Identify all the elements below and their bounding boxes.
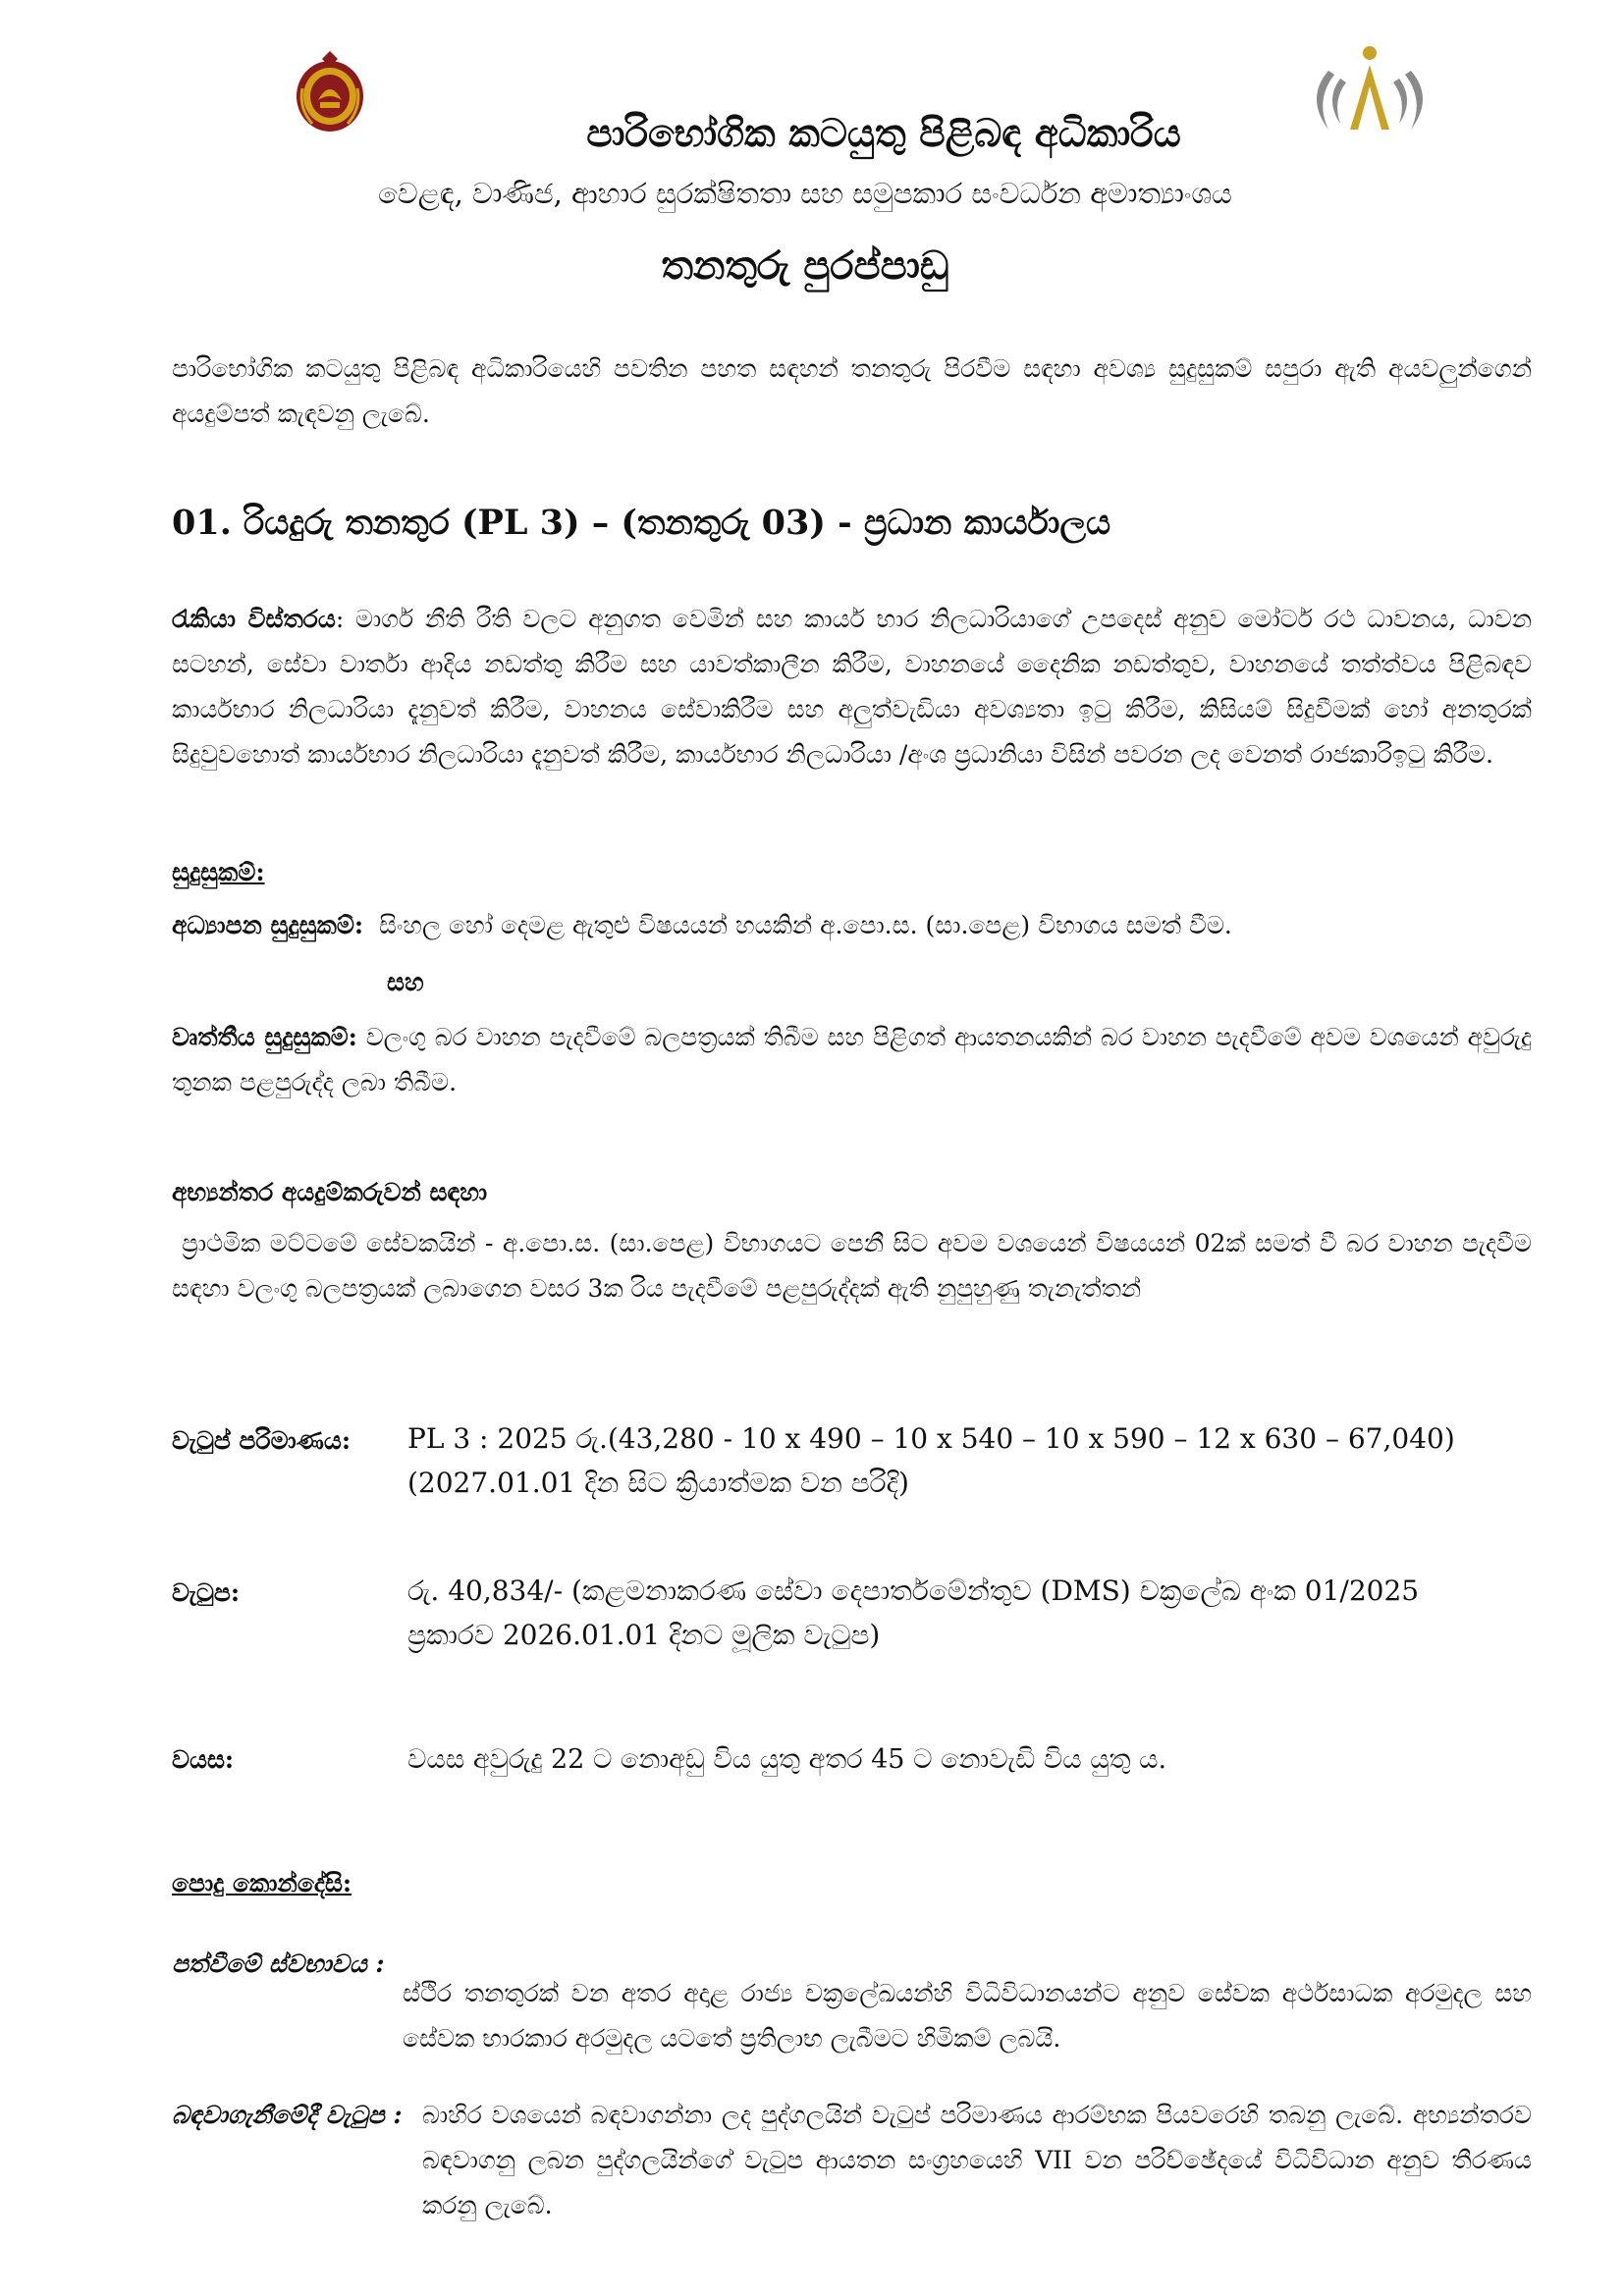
salary-label: වැටුප: <box>172 1578 241 1607</box>
duties-label: රැකියා විස්තරය <box>172 605 336 633</box>
professional-label: වෘත්තීය සුදුසුකම්: <box>172 1023 357 1051</box>
appointment-nature-text: ස්ථිර තනතුරක් වන අතර අදාළ රාජ්‍ය චක්‍රලේඛයන්හි විධිවිධානයන්ට අනුව සේවක අර්ථසාධක අරමුදල සහ සේවක භාරකාර අරමුදල යටතේ ප්‍රතිලාභ ලැබීමට හිමිකම් ලබයි. <box>403 1979 1532 2053</box>
education-text: සිංහල හෝ දෙමළ ඇතුළු විෂයයන් හයකින් අ.පො.ස. (සා.පෙළ) විභාගය සමත් වීම. <box>378 911 1232 939</box>
professional-text: වලංගු බර වාහන පැදවීමේ බලපත්‍රයක් තිබීම සහ පිළිගත් ආයතනයකින් බර වාහන පැදවීමේ අවම වශයෙන් අවුරුදු තුනක පළපුරුද්ද ලබා තිබීම. <box>172 1023 1532 1096</box>
salary-line1: රු. 40,834/- (කළමනාකරණ සේවා දෙපාර්තමේන්තුව (DMS) චක්‍රලේඛ අංක 01/2025 <box>407 1575 1420 1607</box>
intro-paragraph: පාරිභෝගික කටයුතු පිළිබඳ අධිකාරියෙහි පවතින පහත සඳහන් තනතුරු පිරවීම සඳහා අවශ්‍ය සුදුසුකම් සපුරා ඇති අයවලුන්ගෙන් අයදුම්පත් කැඳවනු ලැබේ. <box>172 354 1532 428</box>
salary-scale-line2: (2027.01.01 දින සිට ක්‍රියාත්මක වන පරිදි) <box>407 1467 909 1499</box>
ministry-name: වෙළඳ, වාණිජ, ආහාර සුරක්ෂිතතා සහ සමුපකාර සංවර්ධන අමාත්‍යාංශය <box>378 177 1232 210</box>
duties-text: : මාර්ග නීති රීති වලට අනුගත වෙමින් සහ කාර්ය භාර නිලධාරියාගේ උපදෙස් අනුව මෝටර් රථ ධාවනය, ධාවන සටහන්, සේවා වාර්තා ආදිය නඩත්තු කිරීම සහ යාවත්කාලීන කිරීම, වාහනයේ දෛනික නඩත්තුව, වාහනයේ තත්ත්වය පිළිබඳව කාර්යභාර නිලධාරියා දැනුවත් කිරීම, වාහනය සේවාකිරීම සහ අලුත්වැඩියා අවශ්‍යතා ඉටු කිරීම, කිසියම් සිදුවීමක් හෝ අනතුරක් සිදුවුවහොත් කාර්යභාර නිලධාරියා දැනුවත් කිරීම, කාර්යභාර නිලධාරියා /අංශ ප්‍රධානියා විසින් පවරන ලද වෙනත් රාජකාරිඉටු කිරීම. <box>172 605 1533 769</box>
salary-line2: ප්‍රකාරව 2026.01.01 දිනට මූලික වැටුප) <box>407 1619 881 1651</box>
recruitment-salary-text: බාහිර වශයෙන් බඳවාගන්නා ලද පුද්ගලයින් වැටුප් පරිමාණය ආරම්භක පියවරෙහි තබනු ලැබේ. අභ්‍යන්තරව බඳවාගනු ලබන පුද්ගලයින්ගේ වැටුප ආයතන සංග්‍රහයෙහි VII වන පරිච්ඡේදයේ විධිවිධාන අනුව තීරණය කරනු ලැබේ. <box>422 2101 1532 2219</box>
professional-qualification <box>172 1015 1532 1105</box>
education-label: අධ්‍යාපන සුදුසුකම්: <box>172 911 364 939</box>
salary-scale-line1: PL 3 : 2025 රු.(43,280 - 10 x 490 – 10 x 540 – 10 x 590 – 12 x 630 – 67,040) <box>407 1422 1455 1455</box>
post-heading: 01. රියදුරු තනතුර (PL 3) – (තනතුරු 03) - ප්‍රධාන කාර්යාලය <box>172 503 1111 543</box>
national-emblem-logo <box>291 49 369 133</box>
education-qualification <box>172 903 1532 948</box>
age-label: වයස: <box>172 1745 235 1774</box>
job-description <box>172 597 1532 777</box>
internal-applicants-text: ප්‍රාථමික මට්ටමේ සේවකයින් - අ.පො.ස. (සා.පෙළ) විභාගයට පෙනී සිට අවම වශයෙන් විෂයයන් 02ක් සමත් වී බර වාහන පැදවීම සඳහා වලංගු බලපත්‍රයක් ලබාගෙන වසර 3ක රිය පැදවීමේ පළපුරුද්දක් ඇති නුපුහුණු තැනැත්තන් <box>172 1229 1532 1303</box>
general-conditions-heading: පොදු කොන්දේසි: <box>172 1869 352 1897</box>
document-title: තනතුරු පුරප්පාඩු <box>661 242 949 289</box>
internal-applicants-label: අභ්‍යන්තර අයදුම්කරුවන් සඳහා <box>172 1178 488 1206</box>
age-text: වයස අවුරුදු 22 ට නොඅඩු විය යුතු අතර 45 ට නොවැඩි විය යුතු ය. <box>407 1744 1167 1775</box>
organization-name: පාරිභෝගික කටයුතු පිළිබඳ අධිකාරිය <box>586 111 1181 156</box>
salary-scale-label: වැටුප් පරිමාණය: <box>172 1426 352 1455</box>
emblem-icon <box>291 49 369 133</box>
appointment-nature-label: පත්වීමේ ස්වභාවය : <box>172 1949 385 1978</box>
recruitment-salary-label: බඳවාගැනීමේදී වැටුප : <box>172 2101 403 2129</box>
qualifications-heading: සුදුසුකම්: <box>172 858 265 886</box>
and-connector: සහ <box>387 968 424 996</box>
